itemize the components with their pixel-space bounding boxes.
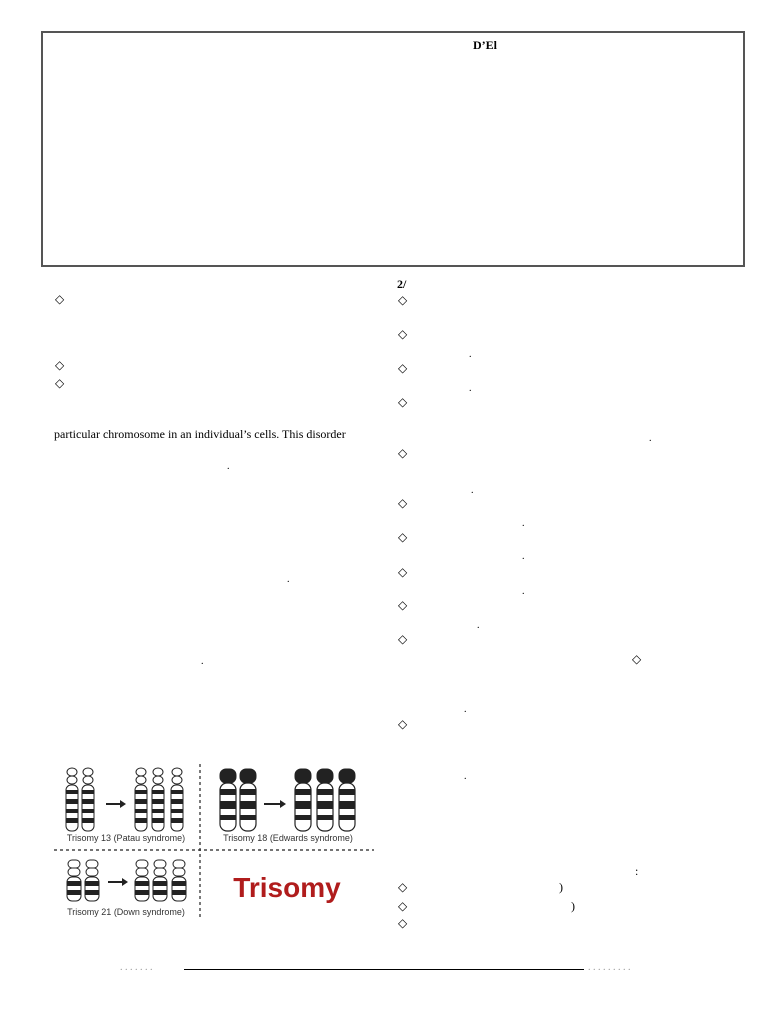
trisomy-title: Trisomy <box>233 872 341 903</box>
bullet-diamond-icon: ◇ <box>55 292 65 306</box>
section-label: 2/ <box>397 277 407 291</box>
bullet-diamond-icon: ◇ <box>632 652 642 666</box>
bullet-diamond-icon: ◇ <box>398 530 408 544</box>
period-mark: . <box>477 620 480 631</box>
trisomy-13-label: Trisomy 13 (Patau syndrome) <box>66 833 186 843</box>
period-mark: . <box>469 349 472 360</box>
period-mark: . <box>464 771 467 782</box>
footer-rule <box>120 962 650 973</box>
bullet-diamond-icon: ◇ <box>55 376 65 390</box>
colon-mark: : <box>635 864 639 878</box>
period-mark: . <box>522 586 525 597</box>
bullet-diamond-icon: ◇ <box>398 293 408 307</box>
period-mark: . <box>649 433 652 444</box>
period-mark: . <box>464 704 467 715</box>
trisomy-21-label: Trisomy 21 (Down syndrome) <box>67 907 185 917</box>
paragraph-text: particular chromosome in an individual’s cells. This disorder <box>54 427 346 441</box>
period-mark: . <box>471 485 474 496</box>
paren-mark: ) <box>571 899 575 913</box>
period-mark: . <box>522 551 525 562</box>
period-mark: . <box>201 656 204 667</box>
header-box <box>41 31 745 267</box>
period-mark: . <box>287 574 290 585</box>
bullet-diamond-icon: ◇ <box>398 899 408 913</box>
bullet-diamond-icon: ◇ <box>398 598 408 612</box>
bullet-diamond-icon: ◇ <box>398 395 408 409</box>
period-mark: . <box>522 518 525 529</box>
bullet-diamond-icon: ◇ <box>398 565 408 579</box>
paren-mark: ) <box>559 880 563 894</box>
footer-dots-right: . . . . . . . . . <box>588 962 631 973</box>
bullet-diamond-icon: ◇ <box>398 880 408 894</box>
bullet-diamond-icon: ◇ <box>398 496 408 510</box>
trisomy-figure <box>54 764 374 920</box>
trisomy-21-chromosomes <box>67 860 186 901</box>
bullet-diamond-icon: ◇ <box>398 632 408 646</box>
trisomy-diagram <box>54 764 374 920</box>
footer-dots-left: . . . . . . . <box>120 962 153 973</box>
bullet-diamond-icon: ◇ <box>398 446 408 460</box>
bullet-diamond-icon: ◇ <box>398 916 408 930</box>
header-title: D’El <box>473 38 497 52</box>
footer-line <box>184 969 584 970</box>
period-mark: . <box>469 383 472 394</box>
bullet-diamond-icon: ◇ <box>398 717 408 731</box>
bullet-diamond-icon: ◇ <box>398 361 408 375</box>
period-mark: . <box>227 461 230 472</box>
bullet-diamond-icon: ◇ <box>55 358 65 372</box>
bullet-diamond-icon: ◇ <box>398 327 408 341</box>
trisomy-18-chromosomes <box>220 769 355 831</box>
trisomy-13-chromosomes <box>66 768 183 831</box>
trisomy-18-label: Trisomy 18 (Edwards syndrome) <box>223 833 353 843</box>
